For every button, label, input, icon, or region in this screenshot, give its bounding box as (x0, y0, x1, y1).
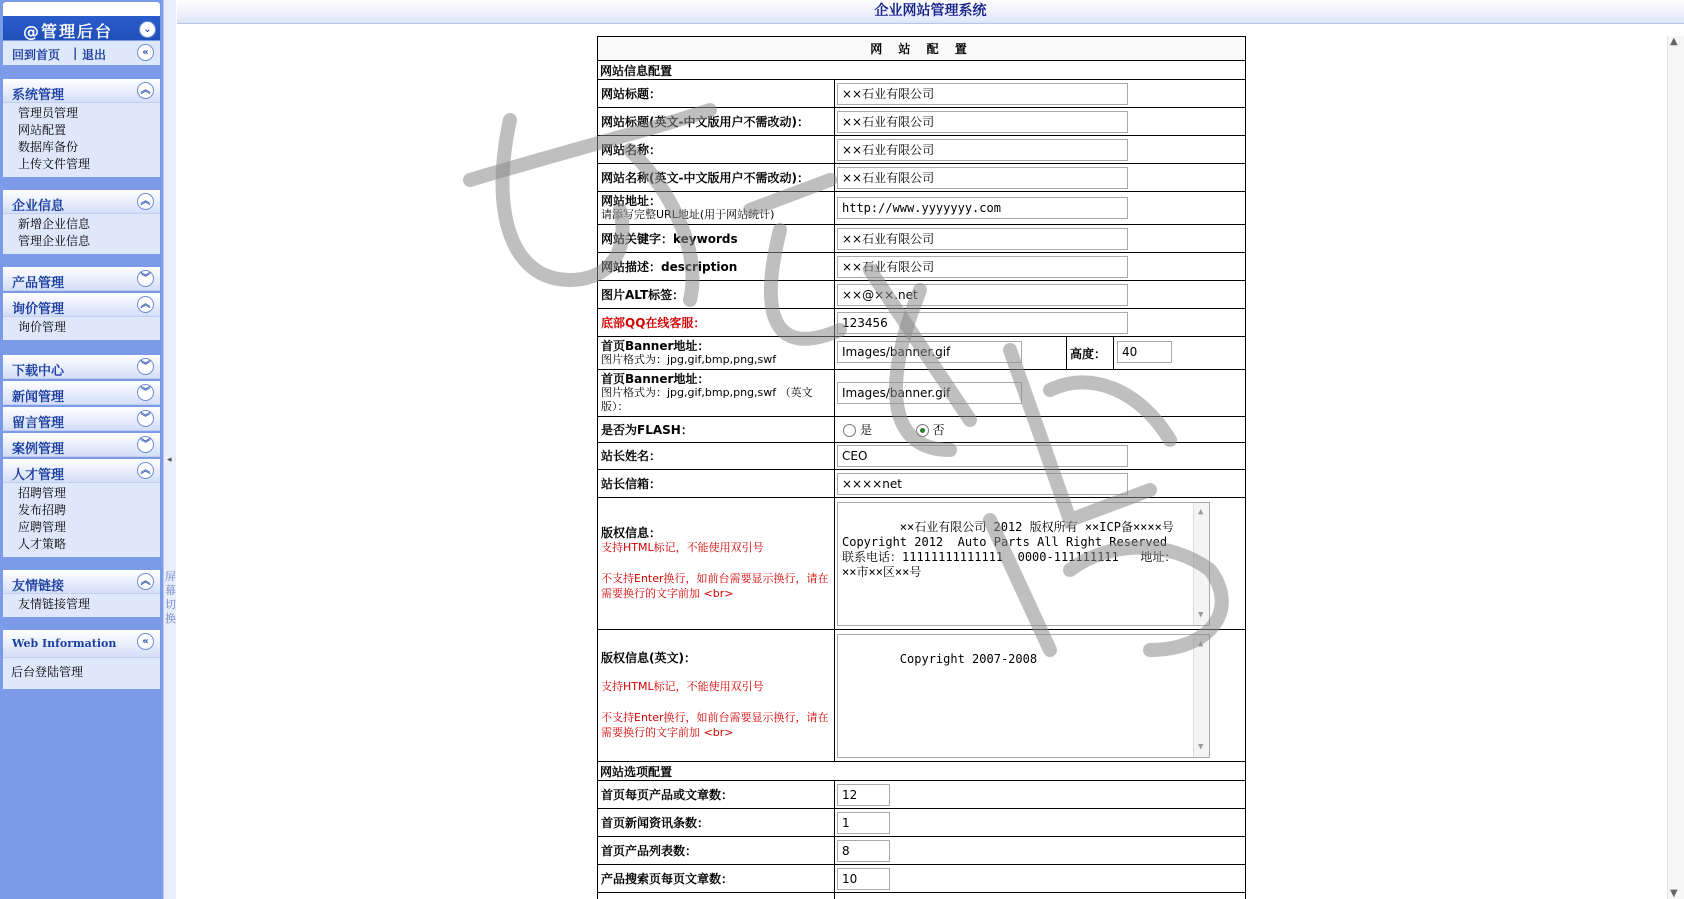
menu-group-title: 留言管理 (12, 416, 65, 431)
home-items-label: 首页每页产品或文章数： (598, 781, 835, 809)
img-alt-label: 图片ALT标签： (598, 281, 835, 309)
sidebar-links (3, 41, 160, 65)
copyright-label: 版权信息： (601, 526, 662, 540)
menu-group-header[interactable] (3, 459, 160, 483)
site-url-input[interactable]: http://www.yyyyyyy.com (837, 197, 1128, 219)
site-title-en-label: 网站标题(英文-中文版用户不需改动)： (598, 108, 835, 136)
flash-no-radio[interactable] (916, 424, 929, 437)
menu-item[interactable]: 招聘管理 (18, 486, 67, 500)
collapse-all-icon[interactable]: ⌄ (139, 21, 156, 38)
page-title: 企业网站管理系统 (874, 3, 987, 19)
copyright-en-label: 版权信息(英文)： (601, 651, 696, 665)
site-name-en-label: 网站名称(英文-中文版用户不需改动)： (598, 164, 835, 192)
menu-group-inquiry (3, 293, 160, 340)
menu-group-title: 企业信息 (12, 199, 65, 214)
section-site-info: 网站信息配置 (598, 61, 1246, 80)
menu-group-header[interactable] (3, 79, 160, 103)
site-title-label: 网站标题： (598, 80, 835, 108)
menu-group-header[interactable] (3, 267, 160, 291)
flash-yes-label: 是 (860, 423, 873, 437)
keywords-label: 网站关键字：keywords (598, 225, 835, 253)
page-scrollbar[interactable] (1667, 36, 1684, 899)
banner-cell (598, 337, 835, 370)
copyright-en-text: Copyright 2007-2008 (899, 651, 1038, 666)
chevron-up-icon[interactable]: ︽ (137, 296, 154, 313)
menu-item[interactable]: 上传文件管理 (18, 157, 91, 171)
copyright-en-note-enter: 不支持Enter换行，如前台需要显示换行，请在需要换行的文字前加 <br> (601, 711, 829, 739)
banner-en-format-hint: 图片格式为：jpg,gif,bmp,png,swf （英文版）： (601, 386, 813, 413)
logout-link[interactable]: 退出 (82, 48, 107, 62)
menu-group-downloads (3, 355, 160, 379)
home-products-input[interactable]: 8 (837, 840, 890, 862)
qq-service-label: 底部QQ在线客服： (598, 309, 835, 337)
menu-item[interactable]: 发布招聘 (18, 503, 67, 517)
qq-service-input[interactable]: 123456 (837, 312, 1128, 334)
chevron-down-icon[interactable]: ︾ (137, 436, 154, 453)
email-input[interactable]: ××××net (837, 473, 1128, 495)
home-items-input[interactable]: 12 (837, 784, 890, 806)
chevron-down-icon[interactable]: ︾ (137, 270, 154, 287)
scroll-down-icon[interactable]: ▼ (1670, 888, 1678, 899)
copyright-note-enter: 不支持Enter换行，如前台需要显示换行，请在需要换行的文字前加 <br> (601, 572, 829, 600)
banner-height-input[interactable]: 40 (1117, 341, 1172, 363)
menu-group-talent (3, 459, 160, 557)
copyright-textarea[interactable] (837, 502, 1210, 626)
site-url-cell (598, 192, 835, 225)
screen-toggle-splitter[interactable] (163, 0, 176, 899)
menu-group-news (3, 381, 160, 405)
home-news-label: 首页新闻资讯条数： (598, 809, 835, 837)
menu-group-cases (3, 433, 160, 457)
copyright-text: ××石业有限公司 2012 版权所有 ××ICP备××××号 Copyright 2012 Auto Parts All Right Reserved 联系电话：11111111111111 0000-111111111 地址：××市××区××号 (842, 519, 1182, 579)
header-bar (177, 0, 1684, 24)
home-news-input[interactable]: 1 (837, 812, 890, 834)
menu-group-header[interactable] (3, 381, 160, 405)
banner-label: 首页Banner地址： (601, 339, 710, 353)
menu-group-links (3, 570, 160, 617)
menu-group-header[interactable] (3, 630, 160, 658)
menu-group-title: 人才管理 (12, 468, 65, 483)
banner-en-input[interactable]: Images/banner.gif (837, 382, 1022, 404)
form-title: 网 站 配 置 (598, 37, 1246, 61)
chevron-up-icon[interactable]: ︽ (137, 82, 154, 99)
flash-no-label: 否 (932, 423, 945, 437)
chevron-up-icon[interactable]: ︽ (137, 193, 154, 210)
flash-label: 是否为FLASH： (598, 417, 835, 443)
menu-item[interactable]: 管理员管理 (18, 106, 79, 120)
menu-item[interactable]: 网站配置 (18, 123, 67, 137)
site-config-form (597, 36, 1246, 899)
chevron-up-icon[interactable]: ︽ (137, 573, 154, 590)
scroll-up-icon[interactable]: ▲ (1670, 36, 1678, 47)
collapse-icon[interactable]: « (137, 633, 154, 650)
search-items-input[interactable]: 10 (837, 868, 890, 890)
copyright-note-html: 支持HTML标记，不能使用双引号 (601, 541, 764, 554)
description-input[interactable]: ××石业有限公司 (837, 256, 1128, 278)
menu-group-header[interactable] (3, 190, 160, 214)
description-label: 网站描述：description (598, 253, 835, 281)
img-alt-input[interactable]: ××@××.net (837, 284, 1128, 306)
site-name-en-input[interactable]: ××石业有限公司 (837, 167, 1128, 189)
owner-input[interactable]: CEO (837, 445, 1128, 467)
section-site-options: 网站选项配置 (598, 762, 1246, 781)
menu-group-title: 产品管理 (12, 276, 65, 291)
menu-group-company (3, 190, 160, 254)
banner-format-hint: 图片格式为：jpg,gif,bmp,png,swf (601, 353, 777, 366)
menu-item[interactable]: 数据库备份 (18, 140, 79, 154)
banner-en-label: 首页Banner地址： (601, 372, 710, 386)
owner-label: 站长姓名： (598, 443, 835, 470)
collapse-sidebar-icon[interactable]: « (137, 44, 154, 61)
menu-group-header[interactable] (3, 355, 160, 379)
banner-height-label: 高度： (1067, 337, 1114, 369)
menu-item[interactable]: 新增企业信息 (18, 217, 91, 231)
menu-item[interactable]: 应聘管理 (18, 520, 67, 534)
link-divider: | (73, 46, 78, 60)
home-link[interactable]: 回到首页 (12, 48, 61, 62)
menu-item[interactable]: 管理企业信息 (18, 234, 91, 248)
chevron-down-icon[interactable]: ︾ (137, 384, 154, 401)
menu-group-title: 询价管理 (12, 302, 65, 317)
menu-item[interactable]: 后台登陆管理 (11, 665, 84, 679)
copyright-cell (598, 498, 835, 630)
menu-group-title: 新闻管理 (12, 390, 65, 405)
copyright-en-cell (598, 630, 835, 762)
chevron-down-icon[interactable]: ︾ (137, 410, 154, 427)
email-label: 站长信箱： (598, 470, 835, 498)
screen-toggle-label: 屏幕切换 (165, 570, 176, 625)
collapse-arrow-icon[interactable]: ◂ (167, 455, 172, 465)
menu-group-header[interactable] (3, 570, 160, 594)
site-name-label: 网站名称： (598, 136, 835, 164)
copyright-en-note-html: 支持HTML标记，不能使用双引号 (601, 680, 764, 693)
truncated-row-label (598, 893, 835, 899)
menu-group-title: 下载中心 (12, 364, 65, 379)
search-items-label: 产品搜索页每页文章数： (598, 865, 835, 893)
textarea-scrollbar[interactable]: ▲ ▼ (1193, 635, 1209, 757)
site-title-input[interactable]: ××石业有限公司 (837, 83, 1128, 105)
menu-item[interactable]: 询价管理 (18, 320, 67, 334)
menu-group-title: 友情链接 (12, 579, 65, 594)
menu-item[interactable]: 友情链接管理 (18, 597, 91, 611)
keywords-input[interactable]: ××石业有限公司 (837, 228, 1128, 250)
menu-group-header[interactable] (3, 433, 160, 457)
menu-group-title: Web Information (12, 637, 117, 650)
menu-group-web-info (3, 630, 160, 689)
banner-input[interactable]: Images/banner.gif (837, 341, 1022, 363)
textarea-scrollbar[interactable]: ▲ ▼ (1193, 503, 1209, 625)
sidebar-title: @管理后台 (23, 22, 114, 41)
chevron-down-icon[interactable]: ︾ (137, 358, 154, 375)
menu-group-title: 案例管理 (12, 442, 65, 457)
copyright-en-textarea[interactable] (837, 634, 1210, 758)
menu-group-header[interactable] (3, 293, 160, 317)
sidebar-title-bar (3, 2, 160, 40)
menu-group-system (3, 79, 160, 177)
menu-group-header[interactable] (3, 407, 160, 431)
site-url-hint: 请添写完整URL地址(用于网站统计) (601, 208, 775, 221)
menu-group-title: 系统管理 (12, 88, 65, 103)
site-name-input[interactable]: ××石业有限公司 (837, 139, 1128, 161)
banner-en-cell (598, 370, 835, 417)
home-products-label: 首页产品列表数： (598, 837, 835, 865)
menu-group-products (3, 267, 160, 291)
flash-yes-radio[interactable] (843, 424, 856, 437)
menu-item[interactable]: 人才策略 (18, 537, 67, 551)
menu-group-messages (3, 407, 160, 431)
sidebar (0, 0, 163, 899)
site-url-label: 网站地址： (601, 194, 662, 208)
chevron-up-icon[interactable]: ︽ (137, 462, 154, 479)
site-title-en-input[interactable]: ××石业有限公司 (837, 111, 1128, 133)
